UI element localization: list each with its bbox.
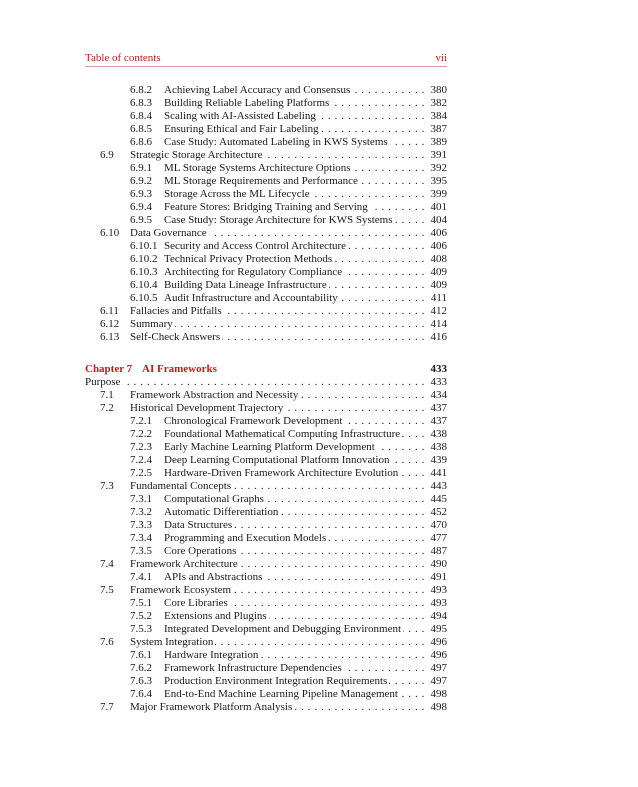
toc-subsection-entry[interactable]: [85, 175, 447, 188]
toc-subsection-entry[interactable]: [85, 493, 447, 506]
entry-title-leader: [130, 584, 425, 597]
entry-title: Deep Learning Computational Platform Innovation: [164, 454, 390, 466]
entry-title-leader: [164, 610, 425, 623]
entry-page-number: 493: [430, 584, 447, 596]
entry-title: Summary: [130, 318, 173, 330]
entry-title-leader: [164, 428, 425, 441]
entry-page-number: 496: [430, 636, 447, 648]
entry-page-number: 380: [430, 84, 447, 96]
entry-number: 7.3.5: [130, 545, 152, 557]
chapter-title: AI Frameworks: [142, 363, 217, 375]
entry-number: 6.8.3: [130, 97, 152, 109]
entry-title-leader: [164, 571, 425, 584]
entry-page-number: 490: [430, 558, 447, 570]
toc-section-entry[interactable]: [85, 305, 447, 318]
entry-page-number: 412: [430, 305, 447, 317]
toc-subsection-entry[interactable]: [85, 97, 447, 110]
toc-spacer: [85, 344, 447, 363]
entry-title: Fallacies and Pitfalls: [130, 305, 222, 317]
entry-page-number: 445: [430, 493, 447, 505]
entry-title: Extensions and Plugins: [164, 610, 267, 622]
toc-subsection-entry[interactable]: [85, 662, 447, 675]
entry-title-leader: [85, 376, 425, 389]
entry-number: 6.9.1: [130, 162, 152, 174]
entry-title-leader: [164, 441, 425, 454]
entry-title-leader: [130, 389, 425, 402]
toc-subsection-entry[interactable]: [85, 123, 447, 136]
entry-page-number: 439: [430, 454, 447, 466]
toc-subsection-entry[interactable]: [85, 279, 447, 292]
entry-page-number: 494: [430, 610, 447, 622]
entry-page-number: 387: [430, 123, 447, 135]
entry-title-leader: [164, 162, 425, 175]
entry-title: Framework Infrastructure Dependencies: [164, 662, 342, 674]
entry-title: Security and Access Control Architecture: [164, 240, 347, 252]
toc-subsection-entry[interactable]: [85, 454, 447, 467]
toc-subsection-entry[interactable]: [85, 467, 447, 480]
entry-number: 6.12: [100, 318, 120, 330]
entry-title-leader: [164, 201, 425, 214]
entry-number: 7.5.3: [130, 623, 152, 635]
entry-page-number: 441: [430, 467, 447, 479]
entry-page-number: 498: [430, 688, 447, 700]
toc-subsection-entry[interactable]: [85, 441, 447, 454]
entry-title-leader: [130, 305, 425, 318]
toc-section-entry[interactable]: [85, 331, 447, 344]
toc-section-entry[interactable]: [85, 636, 447, 649]
entry-title-leader: [164, 279, 425, 292]
entry-title: Storage Across the ML Lifecycle: [164, 188, 310, 200]
toc-section-entry[interactable]: [85, 318, 447, 331]
entry-title: Hardware Integration: [164, 649, 259, 661]
entry-number: 6.8.6: [130, 136, 152, 148]
entry-title: Foundational Mathematical Computing Infrastructure: [164, 428, 401, 440]
entry-page-number: 384: [430, 110, 447, 122]
entry-page-number: 416: [430, 331, 447, 343]
entry-title-leader: [164, 519, 425, 532]
toc-entry[interactable]: [85, 376, 447, 389]
entry-number: 7.4: [100, 558, 114, 570]
entry-number: 7.6.4: [130, 688, 152, 700]
toc-subsection-entry[interactable]: [85, 214, 447, 227]
entry-title: Ensuring Ethical and Fair Labeling: [164, 123, 319, 135]
entry-title-leader: [164, 623, 425, 636]
toc-subsection-entry[interactable]: [85, 675, 447, 688]
entry-title-leader: [130, 701, 425, 714]
toc-subsection-entry[interactable]: [85, 110, 447, 123]
toc-subsection-entry[interactable]: [85, 545, 447, 558]
entry-number: 7.3.2: [130, 506, 152, 518]
entry-number: 7.1: [100, 389, 114, 401]
entry-number: 6.9.5: [130, 214, 152, 226]
entry-title: Programming and Execution Models: [164, 532, 327, 544]
entry-title: Core Operations: [164, 545, 237, 557]
entry-title-leader: [130, 149, 425, 162]
entry-title-leader: [164, 493, 425, 506]
entry-title-leader: [164, 454, 425, 467]
entry-number: 7.3.4: [130, 532, 152, 544]
entry-title-leader: [164, 253, 425, 266]
entry-page-number: 493: [430, 597, 447, 609]
entry-title: Framework Abstraction and Necessity: [130, 389, 299, 401]
toc-subsection-entry[interactable]: [85, 610, 447, 623]
entry-title: Data Structures: [164, 519, 233, 531]
entry-page-number: 477: [430, 532, 447, 544]
toc-section-entry[interactable]: [85, 584, 447, 597]
entry-title: APIs and Abstractions: [164, 571, 263, 583]
toc-chapter-heading[interactable]: [85, 363, 447, 376]
toc-section-entry[interactable]: [85, 149, 447, 162]
entry-page-number: 392: [430, 162, 447, 174]
toc-section-entry[interactable]: [85, 402, 447, 415]
entry-number: 6.8.5: [130, 123, 152, 135]
entry-title: Computational Graphs: [164, 493, 264, 505]
entry-title-leader: [164, 649, 425, 662]
entry-title-leader: [164, 110, 425, 123]
entry-title-leader: [164, 675, 425, 688]
entry-title-leader: [164, 545, 425, 558]
toc-subsection-entry[interactable]: [85, 253, 447, 266]
running-header: [85, 52, 447, 67]
toc-subsection-entry[interactable]: [85, 571, 447, 584]
entry-title-leader: [164, 188, 425, 201]
entry-number: 7.2: [100, 402, 114, 414]
entry-page-number: 409: [430, 279, 447, 291]
entry-number: 6.10.5: [130, 292, 158, 304]
entry-title: Scaling with AI-Assisted Labeling: [164, 110, 316, 122]
entry-number: 7.7: [100, 701, 114, 713]
entry-title: Achieving Label Accuracy and Consensus: [164, 84, 351, 96]
entry-title-leader: [130, 227, 425, 240]
toc-subsection-entry[interactable]: [85, 162, 447, 175]
entry-number: 6.9.4: [130, 201, 152, 213]
entry-title: Audit Infrastructure and Accountability: [164, 292, 338, 304]
entry-number: 6.10.1: [130, 240, 158, 252]
entry-number: 7.2.2: [130, 428, 152, 440]
entry-title-leader: [164, 662, 425, 675]
entry-title: Framework Architecture: [130, 558, 238, 570]
table-of-contents: [85, 84, 447, 714]
entry-number: 7.6.1: [130, 649, 152, 661]
entry-number: 7.5.1: [130, 597, 152, 609]
chapter-page-number: 433: [430, 363, 447, 375]
entry-title: Integrated Development and Debugging Environment: [164, 623, 402, 635]
entry-number: 7.2.4: [130, 454, 152, 466]
entry-page-number: 433: [430, 376, 447, 388]
entry-title: Production Environment Integration Requirements: [164, 675, 388, 687]
toc-section-entry[interactable]: [85, 389, 447, 402]
entry-page-number: 399: [430, 188, 447, 200]
entry-title-leader: [130, 318, 425, 331]
entry-title-leader: [130, 480, 425, 493]
entry-page-number: 414: [430, 318, 447, 330]
entry-title: Data Governance: [130, 227, 207, 239]
entry-number: 7.5.2: [130, 610, 152, 622]
entry-page-number: 404: [430, 214, 447, 226]
entry-title-leader: [164, 688, 425, 701]
entry-number: 7.6.3: [130, 675, 152, 687]
entry-title-leader: [164, 214, 425, 227]
entry-title: Major Framework Platform Analysis: [130, 701, 293, 713]
entry-title: Self-Check Answers: [130, 331, 221, 343]
entry-title-leader: [164, 467, 425, 480]
entry-title: Building Data Lineage Infrastructure: [164, 279, 327, 291]
entry-number: 6.10.4: [130, 279, 158, 291]
toc-subsection-entry[interactable]: [85, 201, 447, 214]
toc-subsection-entry[interactable]: [85, 623, 447, 636]
toc-subsection-entry[interactable]: [85, 188, 447, 201]
entry-number: 7.5: [100, 584, 114, 596]
entry-page-number: 438: [430, 428, 447, 440]
entry-number: 7.3.3: [130, 519, 152, 531]
entry-title: Early Machine Learning Platform Development: [164, 441, 375, 453]
entry-number: 7.6.2: [130, 662, 152, 674]
entry-page-number: 389: [430, 136, 447, 148]
entry-number: 6.10: [100, 227, 120, 239]
entry-title: Case Study: Storage Architecture for KWS Systems: [164, 214, 393, 226]
entry-title-leader: [164, 292, 425, 305]
entry-title: Chronological Framework Development: [164, 415, 343, 427]
entry-number: 7.2.5: [130, 467, 152, 479]
toc-subsection-entry[interactable]: [85, 506, 447, 519]
entry-page-number: 487: [430, 545, 447, 557]
entry-number: 6.8.2: [130, 84, 152, 96]
entry-page-number: 406: [430, 227, 447, 239]
entry-title: Case Study: Automated Labeling in KWS Systems: [164, 136, 388, 148]
entry-title-leader: [164, 415, 425, 428]
entry-page-number: 406: [430, 240, 447, 252]
entry-title-leader: [164, 597, 425, 610]
entry-title: End-to-End Machine Learning Pipeline Management: [164, 688, 398, 700]
entry-title-leader: [164, 97, 425, 110]
toc-subsection-entry[interactable]: [85, 292, 447, 305]
entry-page-number: 452: [430, 506, 447, 518]
entry-number: 6.8.4: [130, 110, 152, 122]
entry-title-leader: [130, 402, 425, 415]
entry-number: 7.2.1: [130, 415, 152, 427]
entry-page-number: 496: [430, 649, 447, 661]
entry-page-number: 408: [430, 253, 447, 265]
entry-title: Core Libraries: [164, 597, 228, 609]
entry-page-number: 470: [430, 519, 447, 531]
header-section-title: Table of contents: [85, 52, 161, 64]
chapter-label: Chapter 7: [85, 363, 133, 375]
entry-title: Building Reliable Labeling Platforms: [164, 97, 330, 109]
entry-number: 6.9.3: [130, 188, 152, 200]
toc-section-entry[interactable]: [85, 227, 447, 240]
entry-title-leader: [130, 558, 425, 571]
entry-title: ML Storage Requirements and Performance: [164, 175, 358, 187]
toc-section-entry[interactable]: [85, 480, 447, 493]
entry-title: Architecting for Regulatory Compliance: [164, 266, 343, 278]
entry-number: 6.10.3: [130, 266, 158, 278]
entry-title-leader: [164, 506, 425, 519]
toc-subsection-entry[interactable]: [85, 597, 447, 610]
toc-subsection-entry[interactable]: [85, 136, 447, 149]
toc-subsection-entry[interactable]: [85, 428, 447, 441]
entry-number: 6.10.2: [130, 253, 158, 265]
entry-number: 7.3: [100, 480, 114, 492]
entry-title: Fundamental Concepts: [130, 480, 232, 492]
entry-page-number: 495: [430, 623, 447, 635]
entry-title-leader: [164, 84, 425, 97]
entry-title-leader: [164, 123, 425, 136]
entry-number: 7.3.1: [130, 493, 152, 505]
entry-page-number: 498: [430, 701, 447, 713]
entry-number: 6.11: [100, 305, 119, 317]
entry-page-number: 437: [430, 415, 447, 427]
entry-title: Hardware-Driven Framework Architecture Evolution: [164, 467, 399, 479]
entry-title: Framework Ecosystem: [130, 584, 232, 596]
entry-title: Automatic Differentiation: [164, 506, 279, 518]
toc-section-entry[interactable]: [85, 558, 447, 571]
entry-page-number: 497: [430, 662, 447, 674]
entry-title: System Integration: [130, 636, 214, 648]
entry-title-leader: [164, 136, 425, 149]
header-page-number: vii: [435, 52, 447, 64]
toc-subsection-entry[interactable]: [85, 415, 447, 428]
toc-subsection-entry[interactable]: [85, 649, 447, 662]
toc-section-entry[interactable]: [85, 701, 447, 714]
entry-number: 7.4.1: [130, 571, 152, 583]
entry-title-leader: [164, 532, 425, 545]
entry-page-number: 438: [430, 441, 447, 453]
toc-subsection-entry[interactable]: [85, 266, 447, 279]
entry-number: 6.9.2: [130, 175, 152, 187]
entry-title-leader: [164, 240, 425, 253]
entry-title: Strategic Storage Architecture: [130, 149, 263, 161]
toc-subsection-entry[interactable]: [85, 532, 447, 545]
entry-page-number: 401: [430, 201, 447, 213]
entry-page-number: 497: [430, 675, 447, 687]
toc-subsection-entry[interactable]: [85, 84, 447, 97]
toc-subsection-entry[interactable]: [85, 240, 447, 253]
entry-page-number: 411: [430, 292, 447, 304]
entry-page-number: 391: [430, 149, 447, 161]
entry-number: 6.9: [100, 149, 114, 161]
toc-subsection-entry[interactable]: [85, 519, 447, 532]
entry-title: Technical Privacy Protection Methods: [164, 253, 333, 265]
entry-page-number: 409: [430, 266, 447, 278]
entry-number: 6.13: [100, 331, 120, 343]
entry-title-leader: [130, 636, 425, 649]
entry-title: Feature Stores: Bridging Training and Serving: [164, 201, 368, 213]
entry-title-leader: [164, 175, 425, 188]
toc-subsection-entry[interactable]: [85, 688, 447, 701]
entry-page-number: 382: [430, 97, 447, 109]
entry-title-leader: [164, 266, 425, 279]
entry-title-leader: [130, 331, 425, 344]
entry-page-number: 443: [430, 480, 447, 492]
entry-page-number: 491: [430, 571, 447, 583]
entry-page-number: 437: [430, 402, 447, 414]
entry-number: 7.2.3: [130, 441, 152, 453]
entry-number: 7.6: [100, 636, 114, 648]
entry-title: Purpose: [85, 376, 121, 388]
entry-title: Historical Development Trajectory: [130, 402, 284, 414]
entry-page-number: 434: [430, 389, 447, 401]
entry-page-number: 395: [430, 175, 447, 187]
entry-title: ML Storage Systems Architecture Options: [164, 162, 351, 174]
